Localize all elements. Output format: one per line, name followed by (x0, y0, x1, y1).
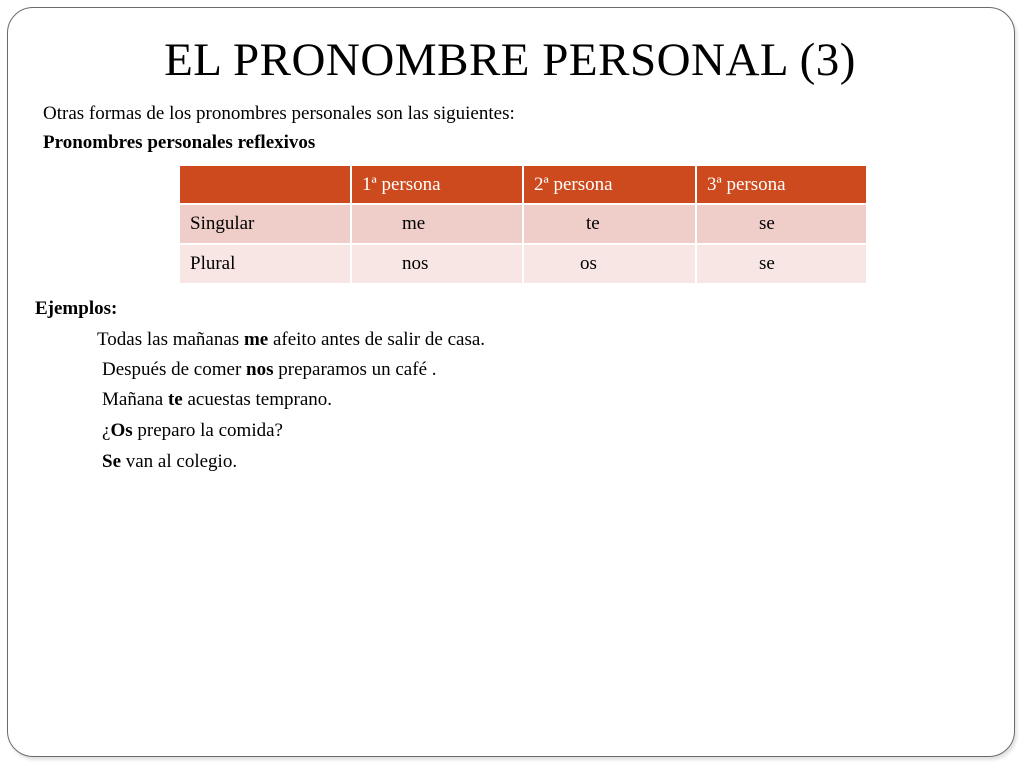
example-text-before: Mañana (102, 389, 168, 410)
table-row (180, 245, 866, 283)
example-pronoun: Os (110, 420, 133, 441)
example-text-after: acuestas temprano. (182, 389, 333, 410)
example-sentence (102, 357, 437, 383)
table-header-cell: 3ª persona (697, 166, 866, 203)
row-label: Singular (180, 205, 350, 243)
example-text-after: preparo la comida? (132, 420, 283, 441)
example-sentence (102, 418, 283, 444)
table-cell: se (697, 245, 866, 283)
table-cell: nos (352, 245, 522, 283)
example-text-after: van al colegio. (121, 451, 238, 472)
table-cell: te (524, 205, 695, 243)
table-header-cell (180, 166, 350, 203)
example-text-before: ¿ (102, 420, 111, 441)
example-pronoun: te (167, 389, 183, 410)
slide-frame (7, 7, 1015, 757)
pronoun-table (178, 164, 868, 285)
example-text-after: preparamos un café . (273, 359, 437, 380)
table-cell: me (352, 205, 522, 243)
section-subtitle: Pronombres personales reflexivos (43, 132, 316, 153)
example-sentence (97, 327, 485, 353)
example-pronoun: me (243, 329, 269, 350)
example-text-after: afeito antes de salir de casa. (268, 329, 486, 350)
example-pronoun: Se (102, 451, 121, 472)
table-cell: se (697, 205, 866, 243)
intro-text: Otras formas de los pronombres personales son las siguientes: (43, 103, 515, 124)
slide-title: EL PRONOMBRE PERSONAL (3) (164, 34, 856, 86)
table-header-cell: 1ª persona (352, 166, 522, 203)
table-header-cell: 2ª persona (524, 166, 695, 203)
table-row (180, 205, 866, 243)
table-header-row (180, 166, 866, 203)
table-cell: os (524, 245, 695, 283)
examples-heading: Ejemplos: (35, 298, 118, 319)
example-sentence (102, 387, 332, 413)
row-label: Plural (180, 245, 350, 283)
example-pronoun: nos (246, 359, 274, 380)
example-text-before: Todas las mañanas (97, 329, 244, 350)
example-sentence (102, 449, 237, 475)
example-text-before: Después de comer (102, 359, 247, 380)
